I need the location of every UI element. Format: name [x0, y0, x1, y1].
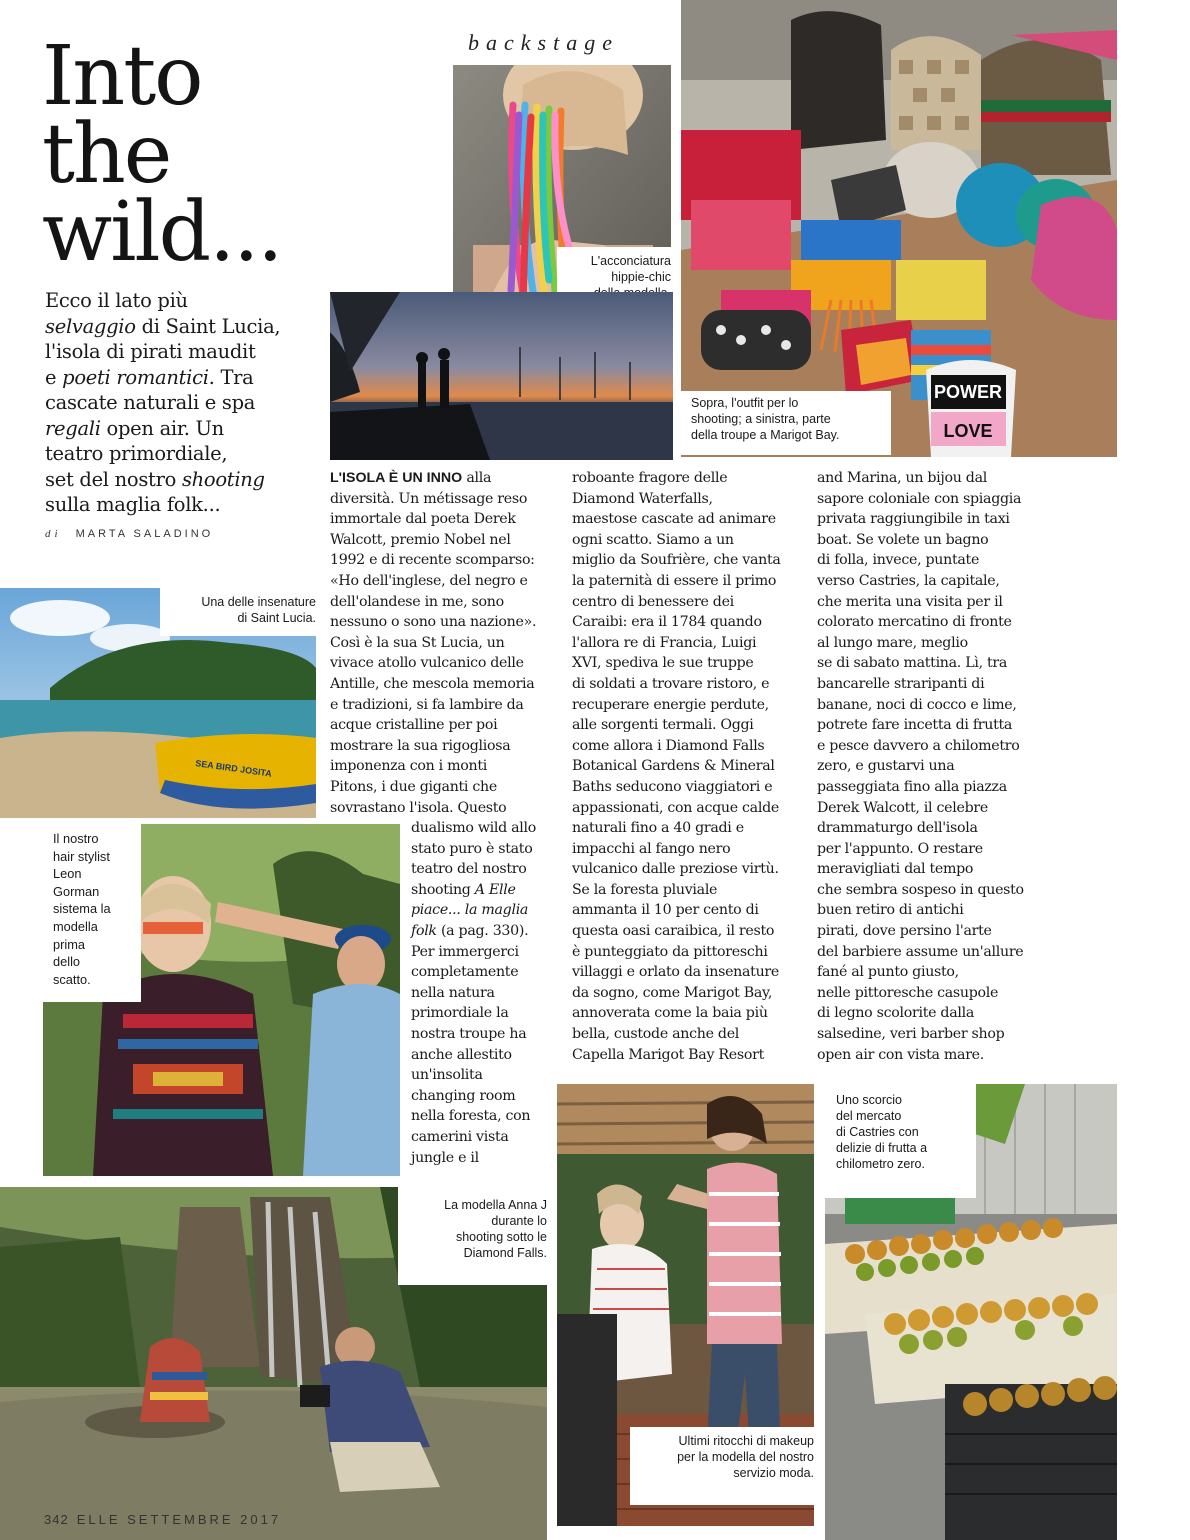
body-line: [411, 900, 561, 921]
body-line: acque cristalline per poi: [330, 717, 498, 734]
intro-line-segment: sulla maglia folk...: [45, 493, 221, 516]
body-line: «Ho dell'inglese, del negro e: [330, 572, 528, 589]
body-line: [411, 1127, 561, 1148]
intro-line: [45, 441, 320, 467]
caption-line: Il nostro: [53, 831, 99, 846]
intro-line: [45, 467, 320, 493]
caption-line: Leon: [53, 866, 82, 882]
intro-line-segment: poeti romantici: [62, 365, 209, 389]
body-line: Derek Walcott, il celebre: [817, 799, 988, 816]
body-line: miglio da Soufrière, che vanta: [572, 552, 781, 569]
body-column-1: [330, 468, 560, 818]
intro-line-segment: teatro primordiale,: [45, 442, 228, 465]
body-line: villaggi e orlato da insenature: [572, 964, 779, 981]
caption-line: Una delle insenature: [201, 595, 316, 609]
page-folio: [44, 1512, 281, 1527]
body-line: drammaturgo dell'isola: [817, 820, 978, 837]
caption-line: durante lo: [491, 1214, 547, 1228]
body-line: Diamond Waterfalls,: [572, 490, 713, 507]
body-line: che merita una visita per il: [817, 593, 1003, 610]
body-line: meravigliati dal tempo: [817, 861, 974, 878]
body-line: del barbiere assume un'allure: [817, 943, 1024, 960]
body-line-segment: camerini vista: [411, 1128, 509, 1145]
body-line: imponenza con i monti: [330, 758, 487, 775]
body-line: naturali fino a 40 gradi e: [572, 820, 744, 837]
body-line: verso Castries, la capitale,: [817, 572, 1000, 589]
body-line: [411, 921, 561, 942]
byline: [45, 528, 213, 540]
body-line: [411, 1106, 561, 1127]
body-line: è punteggiato da pittoreschi: [572, 943, 768, 960]
section-label: backstage: [468, 30, 619, 55]
body-line: bella, custode anche del: [572, 1026, 740, 1043]
body-lead-in: L'ISOLA È UN INNO: [330, 470, 463, 486]
body-line-segment: anche allestito: [411, 1046, 512, 1063]
caption-line: La modella Anna J: [444, 1198, 547, 1212]
body-line: e pesce davvero a chilometro: [817, 737, 1020, 754]
boat-name-text: SEA BIRD JOSITA: [194, 758, 273, 779]
body-line-segment: changing room: [411, 1087, 516, 1104]
body-line: zero, e gustarvi una: [817, 758, 955, 775]
body-line: XVI, spediva le sue truppe: [572, 655, 754, 672]
body-line: [411, 880, 561, 901]
photo-outfit-flatlay: [681, 0, 1117, 457]
caption-line: shooting sotto le: [455, 1230, 547, 1244]
body-line: potrete fare incetta di frutta: [817, 717, 1013, 734]
title-line: wild...: [42, 185, 282, 280]
body-line: mostrare la sua rigogliosa: [330, 737, 511, 754]
caption-line: Gorman: [53, 883, 100, 899]
body-line: pirati, dove persino l'arte: [817, 923, 992, 940]
body-line: immortale dal poeta Derek: [330, 511, 516, 528]
body-line-segment: piace... la maglia: [411, 902, 529, 919]
caption-market: [825, 1084, 976, 1198]
caption-line: hippie-chic: [611, 270, 671, 284]
body-line: open air con vista mare.: [817, 1046, 984, 1063]
caption-line: del mercato: [836, 1109, 902, 1123]
body-line: fané al punto giusto,: [817, 964, 959, 981]
body-line: ogni scatto. Siamo a un: [572, 531, 734, 548]
byline-author: MARTA SALADINO: [75, 528, 214, 540]
intro-line-segment: di Saint Lucia,: [135, 314, 281, 338]
body-line: Antille, che mescola memoria: [330, 675, 535, 692]
caption-line: modella: [53, 918, 98, 934]
body-line-segment: dualismo wild allo: [411, 820, 537, 836]
body-line: di folla, invece, puntate: [817, 552, 980, 569]
byline-prefix: di: [45, 528, 62, 540]
body-line: questa oasi caraibica, il resto: [572, 923, 775, 940]
body-line: maestose cascate ad animare: [572, 511, 776, 528]
body-line: 1992 e di recente scomparso:: [330, 552, 535, 569]
body-line: colorato mercatino di fronte: [817, 614, 1012, 631]
body-line: annoverata come la baia più: [572, 1005, 768, 1022]
body-line: e tradizioni, si fa lambire da: [330, 696, 524, 713]
body-line: salsedine, veri barber shop: [817, 1026, 1005, 1043]
body-line: [411, 942, 561, 963]
body-line: Baths seducono viaggiatori e: [572, 778, 773, 795]
body-line: and Marina, un bijou dal: [817, 470, 987, 486]
caption-line: hair stylist: [53, 848, 110, 864]
body-line: Pitons, i due giganti che: [330, 778, 497, 795]
body-line-segment: primordiale la: [411, 1005, 509, 1022]
body-line: [330, 468, 560, 489]
body-line: Caraibi: era il 1784 quando: [572, 614, 762, 631]
intro-line-segment: shooting: [181, 467, 265, 491]
body-line-segment: nella natura: [411, 984, 495, 1001]
body-column-3: [817, 468, 1049, 1065]
caption-line: scatto.: [53, 971, 91, 987]
intro-line: [45, 416, 320, 442]
body-line: [411, 983, 561, 1004]
body-line: appassionati, con acque calde: [572, 799, 779, 816]
body-line: nessuno o sono una nazione».: [330, 614, 537, 631]
body-line: Botanical Gardens & Mineral: [572, 758, 775, 775]
intro-line: [45, 288, 320, 314]
body-line: [411, 962, 561, 983]
body-line: [411, 1086, 561, 1107]
sunset-pier-illustration: [330, 292, 673, 460]
caption-makeup: [630, 1427, 820, 1505]
caption-bay: [160, 588, 322, 636]
title-line: the: [42, 107, 171, 202]
body-line: se di sabato mattina. Lì, tra: [817, 655, 1008, 672]
body-line-segment: nella foresta, con: [411, 1108, 531, 1125]
caption-falls: [398, 1187, 554, 1285]
caption-line: chilometro zero.: [836, 1157, 925, 1171]
caption-line: di Castries con: [836, 1125, 919, 1139]
caption-stylist: [43, 824, 141, 1002]
intro-line-segment: . Tra: [208, 365, 254, 389]
page-number: 342: [44, 1512, 69, 1527]
caption-line: di Saint Lucia.: [237, 611, 316, 625]
body-line: Walcott, premio Nobel nel: [330, 531, 511, 548]
body-line: Capella Marigot Bay Resort: [572, 1046, 764, 1063]
caption-line: Diamond Falls.: [463, 1246, 547, 1260]
body-line-segment: teatro del nostro: [411, 861, 527, 878]
body-line: privata raggiungibile in taxi: [817, 511, 1010, 528]
caption-line: della troupe a Marigot Bay.: [691, 428, 840, 442]
body-line: recuperare energie perdute,: [572, 696, 769, 713]
intro-line: [45, 492, 320, 518]
body-column-1b: [411, 818, 561, 1168]
intro-line: [45, 339, 320, 365]
body-line-segment: completamente: [411, 964, 519, 981]
caption-line: Ultimi ritocchi di makeup: [678, 1434, 814, 1448]
body-line: Così è la sua St Lucia, un: [330, 634, 505, 651]
body-line: [411, 1045, 561, 1066]
intro-line-segment: open air. Un: [100, 416, 224, 440]
body-line: boat. Se volete un bagno: [817, 531, 989, 548]
body-line-segment: nostra troupe ha: [411, 1025, 527, 1042]
beanie-text-top: POWER: [933, 382, 1003, 402]
body-line: ammanta il 10 per cento di: [572, 902, 759, 919]
body-line-segment: folk: [411, 922, 437, 939]
caption-line: prima: [53, 936, 85, 952]
intro-line: [45, 314, 320, 340]
outfit-flatlay-illustration: [681, 0, 1117, 457]
intro-line: [45, 390, 320, 416]
body-line: roboante fragore delle: [572, 470, 728, 486]
body-line: di soldati a trovare ristoro, e: [572, 675, 770, 692]
article-intro: [45, 288, 320, 518]
publication-date: ELLE SETTEMBRE 2017: [76, 1512, 282, 1527]
photo-sunset-pier: [330, 292, 673, 460]
caption-line: Uno scorcio: [836, 1093, 902, 1107]
body-line: vivace atollo vulcanico delle: [330, 655, 524, 672]
body-line: [411, 859, 561, 880]
body-line: bancarelle straripanti di: [817, 675, 985, 692]
body-line: per l'appunto. O restare: [817, 840, 983, 857]
body-line-segment: shooting: [411, 881, 475, 898]
body-line: [411, 1003, 561, 1024]
body-line: centro di benessere dei: [572, 593, 734, 610]
body-line: passeggiata fino alla piazza: [817, 778, 1007, 795]
body-line: che sembra sospeso in questo: [817, 881, 1024, 898]
body-line-segment: jungle e il: [411, 1149, 479, 1166]
body-line: [411, 839, 561, 860]
intro-line-segment: selvaggio: [45, 314, 136, 338]
intro-line-segment: Ecco il lato più: [45, 289, 188, 312]
body-line: dell'olandese in me, sono: [330, 593, 504, 610]
caption-line: L'acconciatura: [590, 254, 671, 268]
caption-line: shooting; a sinistra, parte: [691, 412, 831, 426]
title-line: Into: [42, 29, 202, 124]
caption-line: Sopra, l'outfit per lo: [691, 396, 799, 410]
body-line: [411, 818, 561, 839]
body-line: vulcanico dalle preziose virtù.: [572, 861, 779, 878]
body-line: di legno scolorite dalla: [817, 1005, 974, 1022]
caption-line: delizie di frutta a: [836, 1141, 928, 1155]
body-line-segment: A Elle: [474, 881, 516, 898]
body-line: da sogno, come Marigot Bay,: [572, 984, 773, 1001]
caption-line: dello: [53, 954, 81, 970]
caption-line: per la modella del nostro: [677, 1450, 814, 1464]
intro-line-segment: cascate naturali e spa: [45, 391, 256, 414]
body-line: la paternità di essere il primo: [572, 572, 777, 589]
intro-line-segment: e: [45, 365, 63, 389]
article-title: [42, 29, 282, 280]
body-line: banane, noci di cocco e lime,: [817, 696, 1017, 713]
caption-line: sistema la: [53, 901, 111, 917]
body-line: nelle pittoresche casupole: [817, 984, 999, 1001]
body-line: sapore coloniale con spiaggia: [817, 490, 1022, 507]
intro-line: [45, 365, 320, 391]
body-line: alle sorgenti termali. Oggi: [572, 717, 754, 734]
body-line-segment: stato puro è stato: [411, 840, 533, 857]
body-line: come allora i Diamond Falls: [572, 737, 765, 754]
body-line: Se la foresta pluviale: [572, 881, 718, 898]
intro-line-segment: l'isola di pirati maudit: [45, 340, 256, 363]
body-line-segment: (a pag. 330).: [436, 922, 529, 939]
body-line: diversità. Un métissage reso: [330, 490, 528, 507]
caption-outfit: [681, 391, 891, 455]
body-line: [411, 1148, 561, 1169]
body-line-segment: un'insolita: [411, 1067, 483, 1084]
beanie-text-bottom: LOVE: [943, 421, 993, 441]
body-column-1-lines: [330, 489, 560, 819]
body-line-segment: Per immergerci: [411, 943, 519, 960]
body-line: al lungo mare, meglio: [817, 634, 968, 651]
body-line: [411, 1024, 561, 1045]
body-line: [411, 1065, 561, 1086]
body-line: l'allora re di Francia, Luigi: [572, 634, 757, 651]
body-column-2: [572, 468, 804, 1065]
caption-line: servizio moda.: [733, 1466, 814, 1480]
intro-line-segment: regali: [45, 416, 101, 440]
body-line: buen retiro di antichi: [817, 902, 964, 919]
body-line: sovrastano l'isola. Questo: [330, 799, 507, 816]
body-line: impacchi al fango nero: [572, 840, 731, 857]
body-lead-rest: alla: [462, 470, 492, 486]
intro-line-segment: set del nostro: [45, 467, 182, 491]
